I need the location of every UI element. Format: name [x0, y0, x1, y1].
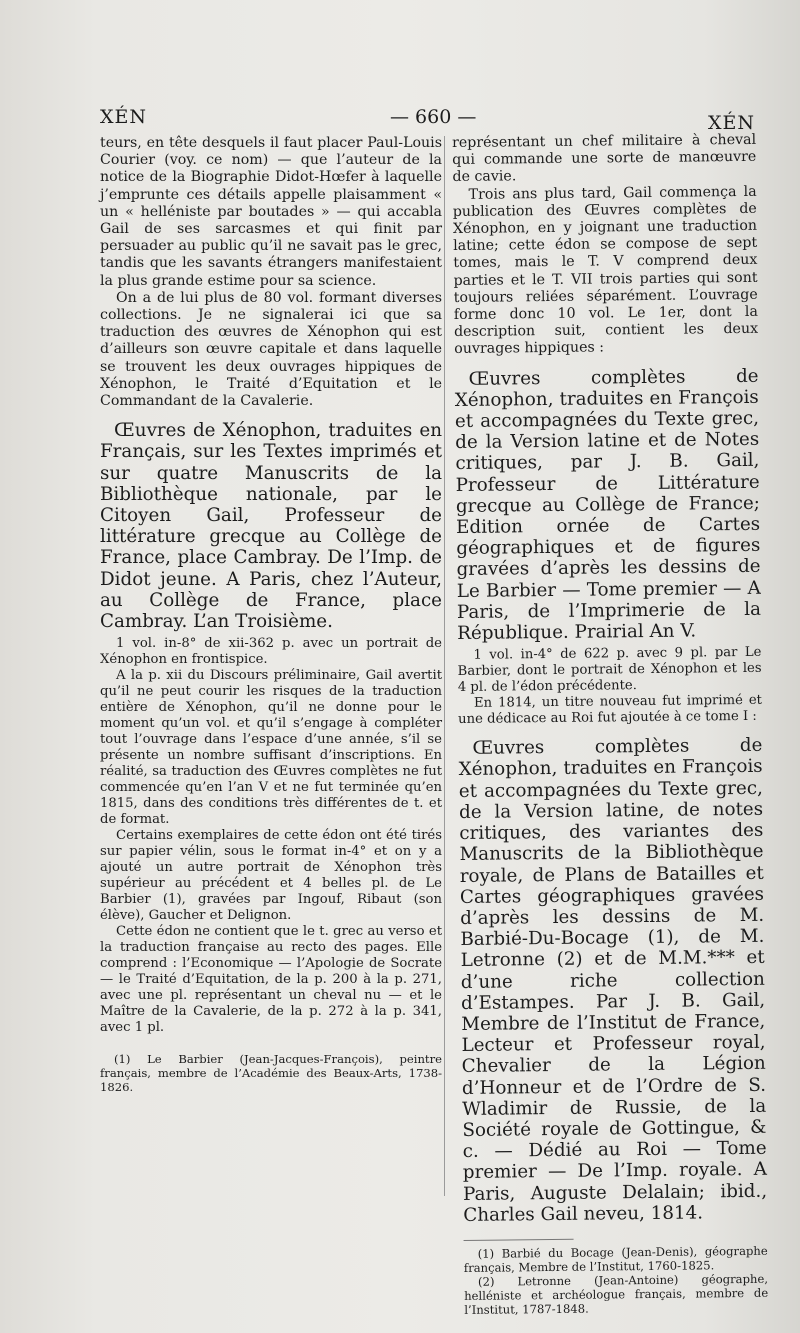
left-book-title: Œuvres de Xénophon, traduites en Français, sur les Textes imprimés et sur quatre Manuscrits de la Bibliothèque nationale, par le Citoyen Gail, Professeur de littérature grecque au Collège de France, place Cambray. De l’Imp. de Didot jeune. A Paris, chez l’Auteur, au Collège de France, place Cambray. L’an Troisième.: [100, 420, 442, 633]
footnote-rule: [464, 1239, 574, 1241]
right-footnote-2: (2) Letronne (Jean-Antoine) géographe, helléniste et archéologue français, membre de l’Institut, 1787-1848.: [464, 1271, 769, 1317]
left-column: [100, 135, 442, 1094]
right-footnote-1: (1) Barbié du Bocage (Jean-Denis), géographe français, Membre de l’Institut, 1760-1825.: [463, 1243, 768, 1275]
left-paragraph-4: A la p. xii du Discours préliminaire, Gail avertit qu’il ne peut courir les risques de la traduction entière de Xénophon, qu’il ne donne pour le moment qu’un vol. et qu’il s’engage à compléter tout l’ouvrage dans l’espace d’une année, s’il se présente un nombre suffisant d’inscriptions. En réalité, sa traduction des Œuvres complètes ne fut commencée qu’en l’an V et ne fut terminée qu’en 1815, dans des conditions très différentes de t. et de format.: [100, 668, 442, 828]
right-paragraph-4: En 1814, un titre nouveau fut imprimé et une dédicace au Roi fut ajoutée à ce tome I :: [458, 693, 763, 728]
left-footnotes: [100, 1052, 442, 1094]
right-book-title-1: Œuvres complètes de Xénophon, traduites en François et accompagnées du Texte grec, de la Version latine et de Notes critiques, par J. B. Gail, Professeur de Littérature grecque au Collège de France; Edition ornée de Cartes géographiques et de figures gravées d’après les dessins de Le Barbier — Tome premier — A Paris, de l’Imprimerie de la République. Prairial An V.: [454, 365, 762, 645]
right-footnotes: [464, 1244, 769, 1317]
running-header: [100, 106, 755, 136]
left-paragraph-2: On a de lui plus de 80 vol. formant diverses collections. Je ne signalerai ici que sa traduction des œuvres de Xénophon qui est d’ailleurs son œuvre capitale et dans laquelle se trouvent les deux ouvrages hippiques de Xénophon, le Traité d’Equitation et le Commandant de la Cavalerie.: [100, 289, 442, 410]
right-paragraph-2: Trois ans plus tard, Gail commença la publication des Œuvres complètes de Xénophon, en y joignant une traduction latine; cette édon se compose de sept tomes, mais le T. V comprend deux parties et le T. VII trois parties qui sont toujours reliées séparément. L’ouvrage forme donc 10 vol. Le 1er, dont la description suit, contient les deux ouvrages hippiques :: [452, 183, 759, 358]
right-paragraph-3: 1 vol. in-4° de 622 p. avec 9 pl. par Le Barbier, dont le portrait de Xénophon et les 4 pl. de l’édon précédente.: [457, 645, 762, 696]
right-book-title-2: Œuvres complètes de Xénophon, traduites en François et accompagnées du Texte grec, de la Version latine, de notes critiques, des variantes des Manuscrits de la Bibliothèque royale, de Plans de Batailles et Cartes géographiques gravées d’après les dessins de M. Barbié-Du-Bocage (1), de M. Letronne (2) et de M.M.*** et d’une riche collection d’Estampes. Par J. B. Gail, Membre de l’Institut de France, Lecteur et Professeur royal, Chevalier de la Légion d’Honneur et de l’Ordre de S. Wladimir de Russie, de la Société royale de Gottingue, & c. — Dédié au Roi — Tome premier — De l’Imp. royale. A Paris, Auguste Delalain; ibid., Charles Gail neveu, 1814.: [458, 735, 768, 1226]
left-footnote-1: (1) Le Barbier (Jean-Jacques-François), peintre français, membre de l’Académie des Beaux-Arts, 1738-1826.: [100, 1052, 442, 1095]
left-paragraph-5: Certains exemplaires de cette édon ont été tirés sur papier vélin, sous le format in-4° et on y a ajouté un autre portrait de Xénophon très supérieur au précédent et 4 belles pl. de Le Barbier (1), gravées par Ingouf, Ribaut (son élève), Gaucher et Delignon.: [100, 828, 442, 924]
right-paragraph-1: représentant un chef militaire à cheval qui commande une sorte de manœuvre de cavie.: [452, 131, 757, 186]
left-paragraph-1: teurs, en tête desquels il faut placer Paul-Louis Courier (voy. ce nom) — que l’auteur de la notice de la Biographie Didot-Hœfer à laquelle j’emprunte ces détails appelle plaisamment « un « helléniste par boutades » — qui accabla Gail de ses sarcasmes et qui finit par persuader au public qu’il ne savait pas le grec, tandis que les savants étrangers manifestaient la plus grande estime pour sa science.: [100, 135, 442, 289]
header-left-word: XÉN: [100, 106, 148, 128]
left-paragraph-3: 1 vol. in-8° de xii-362 p. avec un portrait de Xénophon en frontispice.: [100, 636, 442, 668]
left-paragraph-6: Cette édon ne contient que le t. grec au verso et la traduction française au recto des pages. Elle comprend : l’Economique — l’Apologie de Socrate — le Traité d’Equitation, de la p. 200 à la p. 271, avec une pl. représentant un cheval nu — et le Maître de la Cavalerie, de la p. 272 à la p. 341, avec 1 pl.: [100, 924, 442, 1036]
page-number: — 660 —: [390, 106, 477, 128]
right-column: [452, 132, 768, 1317]
column-divider: [444, 136, 445, 1196]
header-right-word: XÉN: [707, 112, 755, 134]
